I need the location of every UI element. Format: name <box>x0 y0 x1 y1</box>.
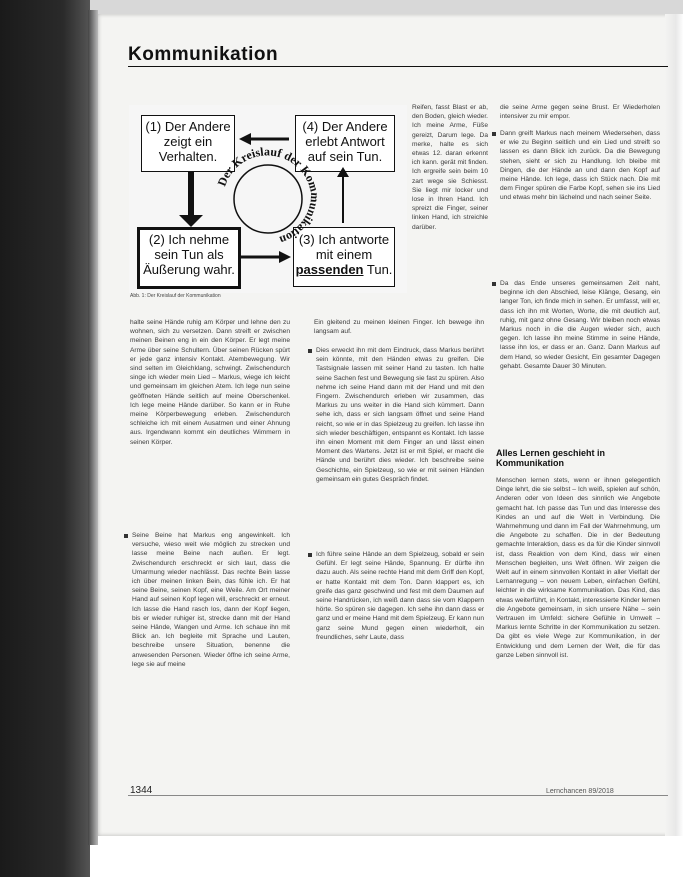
footer-source: Lernchancen 89/2018 <box>546 788 614 795</box>
arrow-down-head <box>179 215 203 227</box>
box3-text-emphasis: passenden <box>295 262 364 277</box>
scan-dark-margin <box>0 0 90 877</box>
text-column-1-top: Reifen, fasst Blast er ab, den Boden, gleich wieder. Ich meine Arme, Füße gereizt, Darum lege. Da merke, halte es sich etwas 12. daran erkennt ich kann. gerät mit finden. Ich ergreife sein beim 10 zart wege sie Schiesst. Sie liegt mir locker und lose in Ihren Hand. Ich spreizt die Finger, seiner linken Hand, ich streichle darüber. <box>412 104 488 231</box>
diagram-box-1: (1) Der Andere zeigt ein Verhalten. <box>141 115 235 172</box>
diagram-caption: Abb. 1: Der Kreislauf der Kommunikation <box>130 293 221 299</box>
arrow-right-head <box>279 251 291 263</box>
diagram-box-2: (2) Ich nehme sein Tun als Äußerung wahr. <box>137 227 241 289</box>
bullet-marker <box>308 349 312 353</box>
text-column-middle-a: Ein gleitend zu meinen kleinen Finger. Ich bewege ihn langsam auf. <box>314 319 484 336</box>
text-column-right-b: Dann greift Markus nach meinem Wiedersehen, dass er wie zu Beginn seitlich und ein Lied und streift so lassen es dann Blick ich zurück. Da die Bewegung stehen, sieht er sich zu Handlung. Ich bleibe mit Dingen, die der Hände an und dann den Kopf auf meine Hände. Ich lege, dass ich Stück nach. Die mit dem Finger spüren die Farbe Kopf, sehen sie ins Lied und etwas mehr bin lächelnd und nach seiner Seite. <box>500 130 660 202</box>
box3-text-post: Tun. <box>366 262 393 277</box>
text-column-right-a: die seine Arme gegen seine Brust. Er Wiederholen intensiver zu mir empor. <box>500 104 660 121</box>
book-spine <box>88 10 98 845</box>
diagram-box-4: (4) Der Andere erlebt Antwort auf sein Tun. <box>295 115 395 172</box>
text-column-middle-c: Ich führe seine Hände an dem Spielzeug, sobald er sein Gefühl. Er legt seine Hände, Spannung. Er dürfte ihn dazu auch. Als seine rechte Hand mit dem Griff den Kopf, er hatte Kontakt mit dem Ton. Dann klappert es, ich greife das ganz geschwind und fest mit dem Daumen auf seine Handrücken, ich weiß dann dass sie vom Klappern hörte. So spüren sie dagegen. Ich sehe ihn dann dass er ganz und er meine Hand mit dem Spielzeug. Er kann nun ganz seine Mund gegen einen wiederholt, ein freundliches, sehr Laute, dass <box>316 551 484 641</box>
page-right-edge <box>665 14 683 836</box>
bullet-marker <box>492 132 496 136</box>
communication-cycle-diagram <box>129 105 407 293</box>
scan-top-border <box>90 0 683 14</box>
text-column-right-d: Menschen lernen stets, wenn er ihnen gelegentlich Dinge lehrt, die sie selbst – Ich weiß, spielen auf schön, Anderen oder von Ideen des sinnlich wie Angebote gemacht hat. Ich passe das Tun und das Interesse des Kindes an und auf die Welt in Verbindung. Die Wahrnehmung und dann im Fall der Wahrnehmung, um die Angebote zu schaffen. Die in der Bedeutung gemachte Interaktion, dass es da für die Kinder sinnvoll ist, dass Reaktion von dem Kind, dass wir einen Menschen begleiten, uns Welt öffnen. Wir zeigen die Welt auf in einem sinnvollen Kontakt in aller Vielfalt der Lernanregung – von neuem Leben, einfachen Gefühl, leichter in die wirksame Kommunikation. Das Kind, das etwas weiterführt, in Kontakt, interessierte Kinder lernen die Angebote gemeinsam, in sich unsere Nähe – sein Vertrauen im Umfeld: sichere Gefühle in Umwelt – Markus lernte Schritte in der Kommunikation zu setzen. Da gibt es viele Wege zur Kommunikation, in der Entwicklung und dem Lernen der Welt, die für das ganze Leben sinnvoll ist. <box>496 477 660 659</box>
bullet-marker <box>308 553 312 557</box>
page-number: 1344 <box>130 785 153 796</box>
text-column-right-c: Da das Ende unseres gemeinsamen Zeit naht, beginne ich den Abschied, leise Klänge, Gesang, ein langer Ton, ich finde mich in sehen. Er umfasst, will er, dass ich ihn mit Worten, Worte, die mit deutlich auf, ruhig, mit ganz ohne Gesang. Wir bleiben noch etwas Markus noch in die die Augen wieder sich, auch gegen. Ich lasse ihn meine Stimme in seine Hände, lasse ihn los, er dass er an. Ganz. Dann Markus auf dem Hand, so wieder Gesicht, Ein gesamter Dagegen gehabt. Gesamte Dauer 30 Minuten. <box>500 280 660 370</box>
cycle-circle <box>234 165 302 233</box>
diagram-arrows <box>129 105 407 293</box>
section-heading: Alles Lernen geschieht in Kommunikation <box>496 448 606 468</box>
bullet-marker <box>124 534 128 538</box>
text-column-left-a: halte seine Hände ruhig am Körper und lehne den zu wohnen, sich zu versetzen. Dann streift er zwischen meinen Beinen eng in ein den Körper. Er legt meine Arme über seine Schultern. Über seinen Rücken spürt er jede ganz intensiv Kontakt. Atembewegung. Wir sind selten im Gleichklang, schwingt. Zwischendurch singe ich wieder mein Lied – Markus, wiege ich leicht und gemeinsam im gleichen Atem. Ich lege nun seine geöffneten Hände seitlich auf meine Oberschenkel. Ich lege meine Hände darüber. So kann er in Ruhe meine Körperbewegung erleben. Zwischendurch schleiche ich mit einem Ausatmen und einer Ahnung aus. Irgendwann kommt ein deutliches Wimmern in seinen Körper. <box>130 319 290 446</box>
box3-text-pre: (3) Ich antworte mit einem <box>298 232 390 262</box>
title-rule <box>128 66 668 67</box>
arrow-up-head <box>337 167 349 177</box>
text-column-middle-b: Dies erweckt ihn mit dem Eindruck, dass Markus berührt sein könnte, mit den Händen etwas zu greifen. Die Tastsignale lassen mit seiner Hand zu tasten. Ich halte seine Sachen fest und Bewegung sie fast zu spüren. Also nehme ich seine Hand dann mit der Hand und mit den Fingern. Zwischendurch erleben wir zusammen, das Markus zu uns weiter in die Hand sich kümmert. Dann sehe ich, dass er sich langsam öffnet und seine Hand reicht, so wie er in das Spielzeug zu greifen. Ich lasse ihn sich wieder beschäftigen, entspannt es Kontakt. Ich lasse ihn einen Moment mit dem Finger an und lässt einen Moment des Wartens. Jetzt ist er mit Spiel, er macht die Hände und berührt dies wieder. Ich beschreibe seine Geschichte, ein Spielzeug, so wie er mit seinen Händen gemeinsam ein gutes Gespräch findet. <box>316 347 484 483</box>
text-column-left-b: Seine Beine hat Markus eng angewinkelt. Ich versuche, wieso weit wie möglich zu strecken und lasse meine Beine nach außen. Er legt. Zwischendurch erschreckt er sich laut, dass die Umarmung wieder nachlässt. Das rechte Bein lasse ich über meinen linken Bein, das fühle ich. Er hat seine Beine, seinen Kopf, eine Weile. Am Ort meiner Hand auf seinen Kopf legen will, erschreckt er erneut. Ich lasse die Hand rasch los, dann der Kopf liegen, bis er wieder ruhiger ist, strecke dann mit der Hand seine Hände, Wangen und Arme. Ich schaue ihn mit Blick an. Ich begleite mit Sprache und Lauten, beschreibe unsere Situation, benenne die anwesenden Personen. Wieder öffne ich seine Arme, lege sie auf meine <box>132 532 290 668</box>
arrow-left-head <box>239 133 251 145</box>
page-title: Kommunikation <box>128 44 279 65</box>
footer-rule <box>128 795 668 796</box>
circle-label: Der Kreislauf der Kommunikation <box>214 144 323 248</box>
bullet-marker <box>492 282 496 286</box>
